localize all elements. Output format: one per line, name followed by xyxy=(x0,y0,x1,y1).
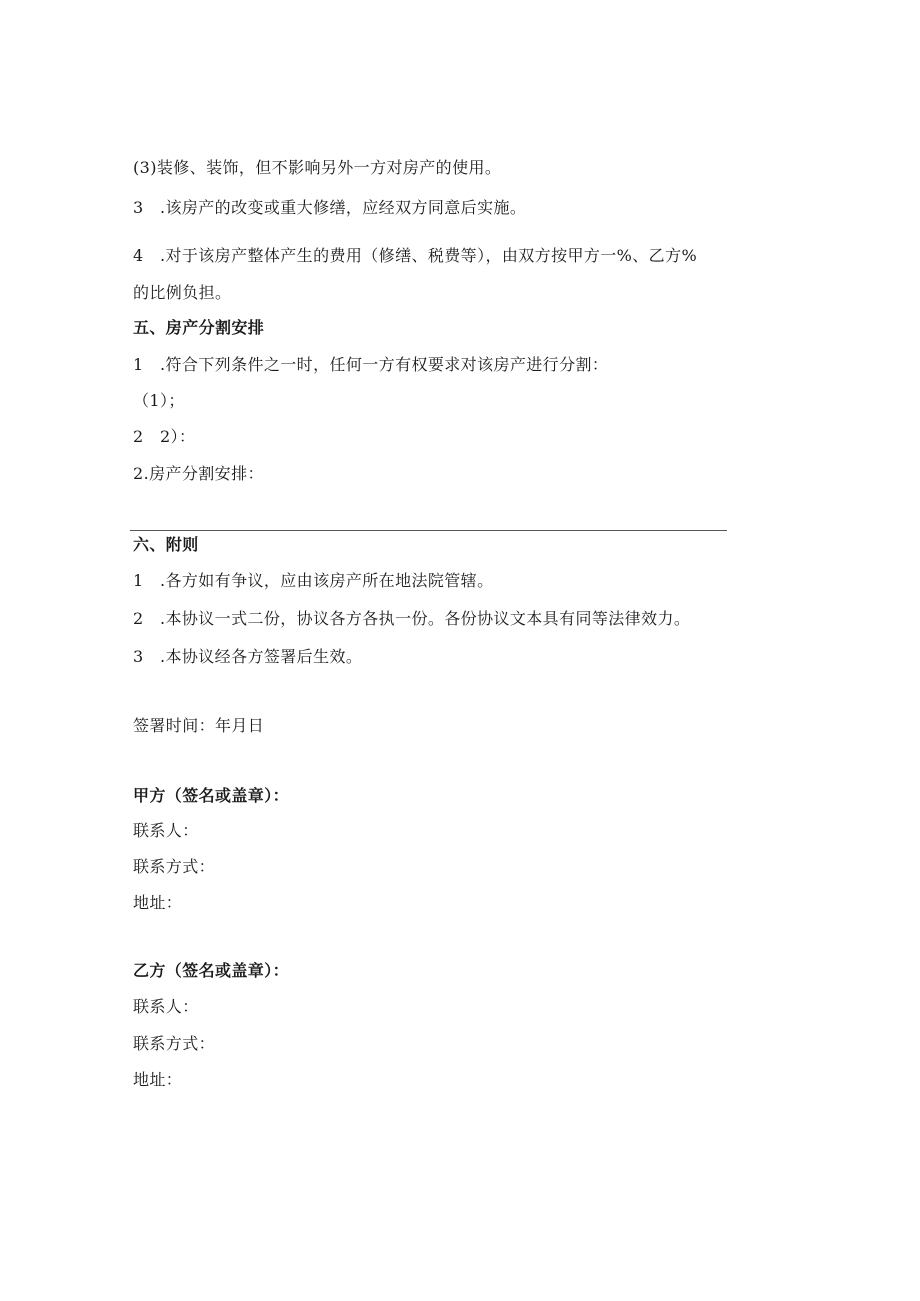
clause-4-4-line2: 的比例负担。 xyxy=(133,283,232,302)
party-b-heading: 乙方（签名或盖章）： xyxy=(133,961,290,980)
clause-5-1-condition-1: （1）； xyxy=(133,391,185,410)
clause-4-2-3: (3)装修、装饰，但不影响另外一方对房产的使用。 xyxy=(133,158,502,177)
party-a-phone: 联系方式： xyxy=(133,857,216,876)
clause-5-2: 2.房产分割安排： xyxy=(133,464,264,483)
clause-5-1-condition-2: 2 2）： xyxy=(133,427,196,446)
party-b-contact: 联系人： xyxy=(133,997,199,1016)
section-6-heading: 六、附则 xyxy=(133,535,199,554)
clause-4-3: 3 .该房产的改变或重大修缮，应经双方同意后实施。 xyxy=(133,198,527,217)
clause-4-4-line1: 4 .对于该房产整体产生的费用（修缮、税费等），由双方按甲方一%、乙方% xyxy=(133,246,698,265)
party-a-heading: 甲方（签名或盖章）： xyxy=(133,786,290,805)
fill-in-line xyxy=(130,530,727,531)
clause-6-1: 1 .各方如有争议，应由该房产所在地法院管辖。 xyxy=(133,571,494,590)
clause-6-2: 2 .本协议一式二份，协议各方各执一份。各份协议文本具有同等法律效力。 xyxy=(133,609,691,628)
clause-6-3: 3 .本协议经各方签署后生效。 xyxy=(133,647,363,666)
clause-5-1: 1 .符合下列条件之一时，任何一方有权要求对该房产进行分割： xyxy=(133,355,609,374)
party-b-address: 地址： xyxy=(133,1070,183,1089)
party-a-contact: 联系人： xyxy=(133,821,199,840)
section-5-heading: 五、房产分割安排 xyxy=(133,318,265,337)
party-a-address: 地址： xyxy=(133,893,183,912)
signing-date: 签署时间：年月日 xyxy=(133,716,265,735)
party-b-phone: 联系方式： xyxy=(133,1034,216,1053)
